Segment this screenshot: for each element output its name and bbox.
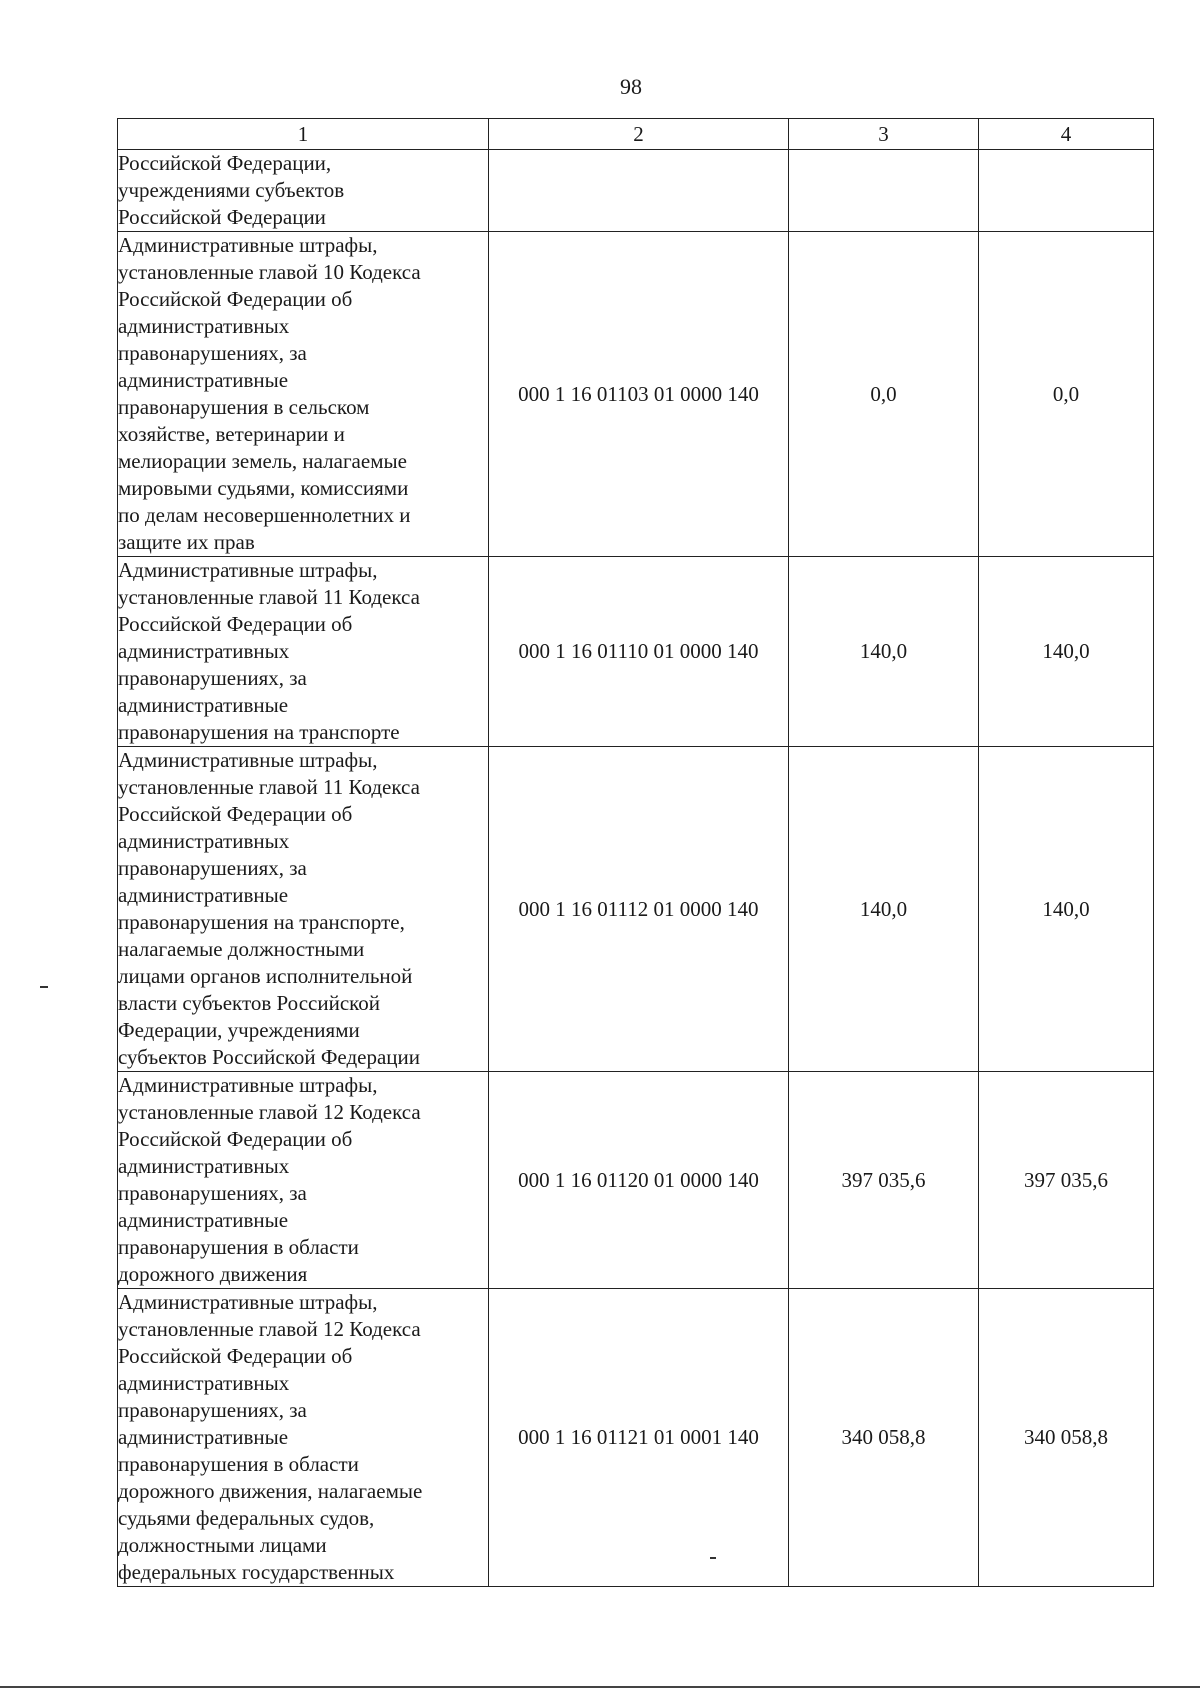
description-line: правонарушения на транспорте [118,720,400,744]
description-line: административных [118,1154,290,1178]
description-line: правонарушениях, за [118,666,307,690]
value-column-4: 140,0 [979,747,1154,1072]
row-description [118,232,489,557]
description-line: дорожного движения [118,1262,308,1286]
budget-classification-code: 000 1 16 01110 01 0000 140 [489,557,789,747]
description-line: Российской Федерации [118,205,326,229]
description-line: Административные штрафы, [118,748,378,772]
budget-classification-code: 000 1 16 01120 01 0000 140 [489,1072,789,1289]
table-row [118,747,1154,1072]
description-line: административные [118,1425,289,1449]
description-line: Российской Федерации об [118,1127,353,1151]
row-description [118,1072,489,1289]
description-line: должностными лицами [118,1533,327,1557]
table-header-row [118,119,1154,150]
description-line: установленные главой 11 Кодекса [118,585,420,609]
column-header-1: 1 [118,119,489,150]
value-column-3: 0,0 [789,232,979,557]
description-line: Российской Федерации, [118,151,332,175]
budget-classification-code: 000 1 16 01103 01 0000 140 [489,232,789,557]
value-column-3 [789,150,979,232]
description-line: власти субъектов Российской [118,991,381,1015]
description-line: субъектов Российской Федерации [118,1045,421,1069]
value-column-3: 140,0 [789,557,979,747]
row-description [118,557,489,747]
table-row [118,1072,1154,1289]
description-line: правонарушения на транспорте, [118,910,405,934]
description-line: Российской Федерации об [118,802,353,826]
column-header-2: 2 [489,119,789,150]
description-line: Российской Федерации об [118,287,353,311]
description-line: правонарушениях, за [118,856,307,880]
description-line: административных [118,1371,290,1395]
description-line: правонарушениях, за [118,1181,307,1205]
description-line: правонарушениях, за [118,341,307,365]
description-line: учреждениями субъектов [118,178,345,202]
value-column-4: 340 058,8 [979,1289,1154,1587]
value-column-4: 397 035,6 [979,1072,1154,1289]
description-line: по делам несовершеннолетних и [118,503,411,527]
budget-classification-code: 000 1 16 01112 01 0000 140 [489,747,789,1072]
budget-classification-code: 000 1 16 01121 01 0001 140 [489,1289,789,1587]
description-line: Федерации, учреждениями [118,1018,360,1042]
description-line: установленные главой 12 Кодекса [118,1317,421,1341]
scan-speck [40,986,48,988]
description-line: Административные штрафы, [118,233,378,257]
description-line: правонарушения в области [118,1452,359,1476]
description-line: административные [118,1208,289,1232]
description-line: налагаемые должностными [118,937,365,961]
description-line: административные [118,368,289,392]
description-line: мелиорации земель, налагаемые [118,449,407,473]
description-line: правонарушениях, за [118,1398,307,1422]
description-line: административных [118,314,290,338]
table-row [118,232,1154,557]
description-line: Административные штрафы, [118,1073,378,1097]
description-line: лицами органов исполнительной [118,964,413,988]
description-line: административных [118,829,290,853]
value-column-4: 0,0 [979,232,1154,557]
value-column-4: 140,0 [979,557,1154,747]
row-description [118,150,489,232]
description-line: установленные главой 12 Кодекса [118,1100,421,1124]
table-body [118,150,1154,1587]
description-line: Российской Федерации об [118,612,353,636]
table-row [118,557,1154,747]
value-column-3: 397 035,6 [789,1072,979,1289]
description-line: административных [118,639,290,663]
table-row [118,150,1154,232]
column-header-3: 3 [789,119,979,150]
description-line: правонарушения в области [118,1235,359,1259]
description-line: административные [118,883,289,907]
scan-speck [710,1557,716,1559]
description-line: правонарушения в сельском [118,395,370,419]
description-line: установленные главой 10 Кодекса [118,260,421,284]
description-line: судьями федеральных судов, [118,1506,375,1530]
description-line: административные [118,693,289,717]
page-bottom-rule [0,1686,1200,1688]
revenue-table [117,118,1154,1587]
description-line: хозяйстве, ветеринарии и [118,422,345,446]
description-line: Административные штрафы, [118,558,378,582]
description-line: дорожного движения, налагаемые [118,1479,423,1503]
description-line: Административные штрафы, [118,1290,378,1314]
column-header-4: 4 [979,119,1154,150]
description-line: установленные главой 11 Кодекса [118,775,420,799]
description-line: Российской Федерации об [118,1344,353,1368]
table-row [118,1289,1154,1587]
page-number: 98 [620,74,642,99]
budget-classification-code [489,150,789,232]
description-line: защите их прав [118,530,255,554]
description-line: мировыми судьями, комиссиями [118,476,409,500]
value-column-3: 340 058,8 [789,1289,979,1587]
value-column-4 [979,150,1154,232]
row-description [118,1289,489,1587]
description-line: федеральных государственных [118,1560,395,1584]
row-description [118,747,489,1072]
value-column-3: 140,0 [789,747,979,1072]
